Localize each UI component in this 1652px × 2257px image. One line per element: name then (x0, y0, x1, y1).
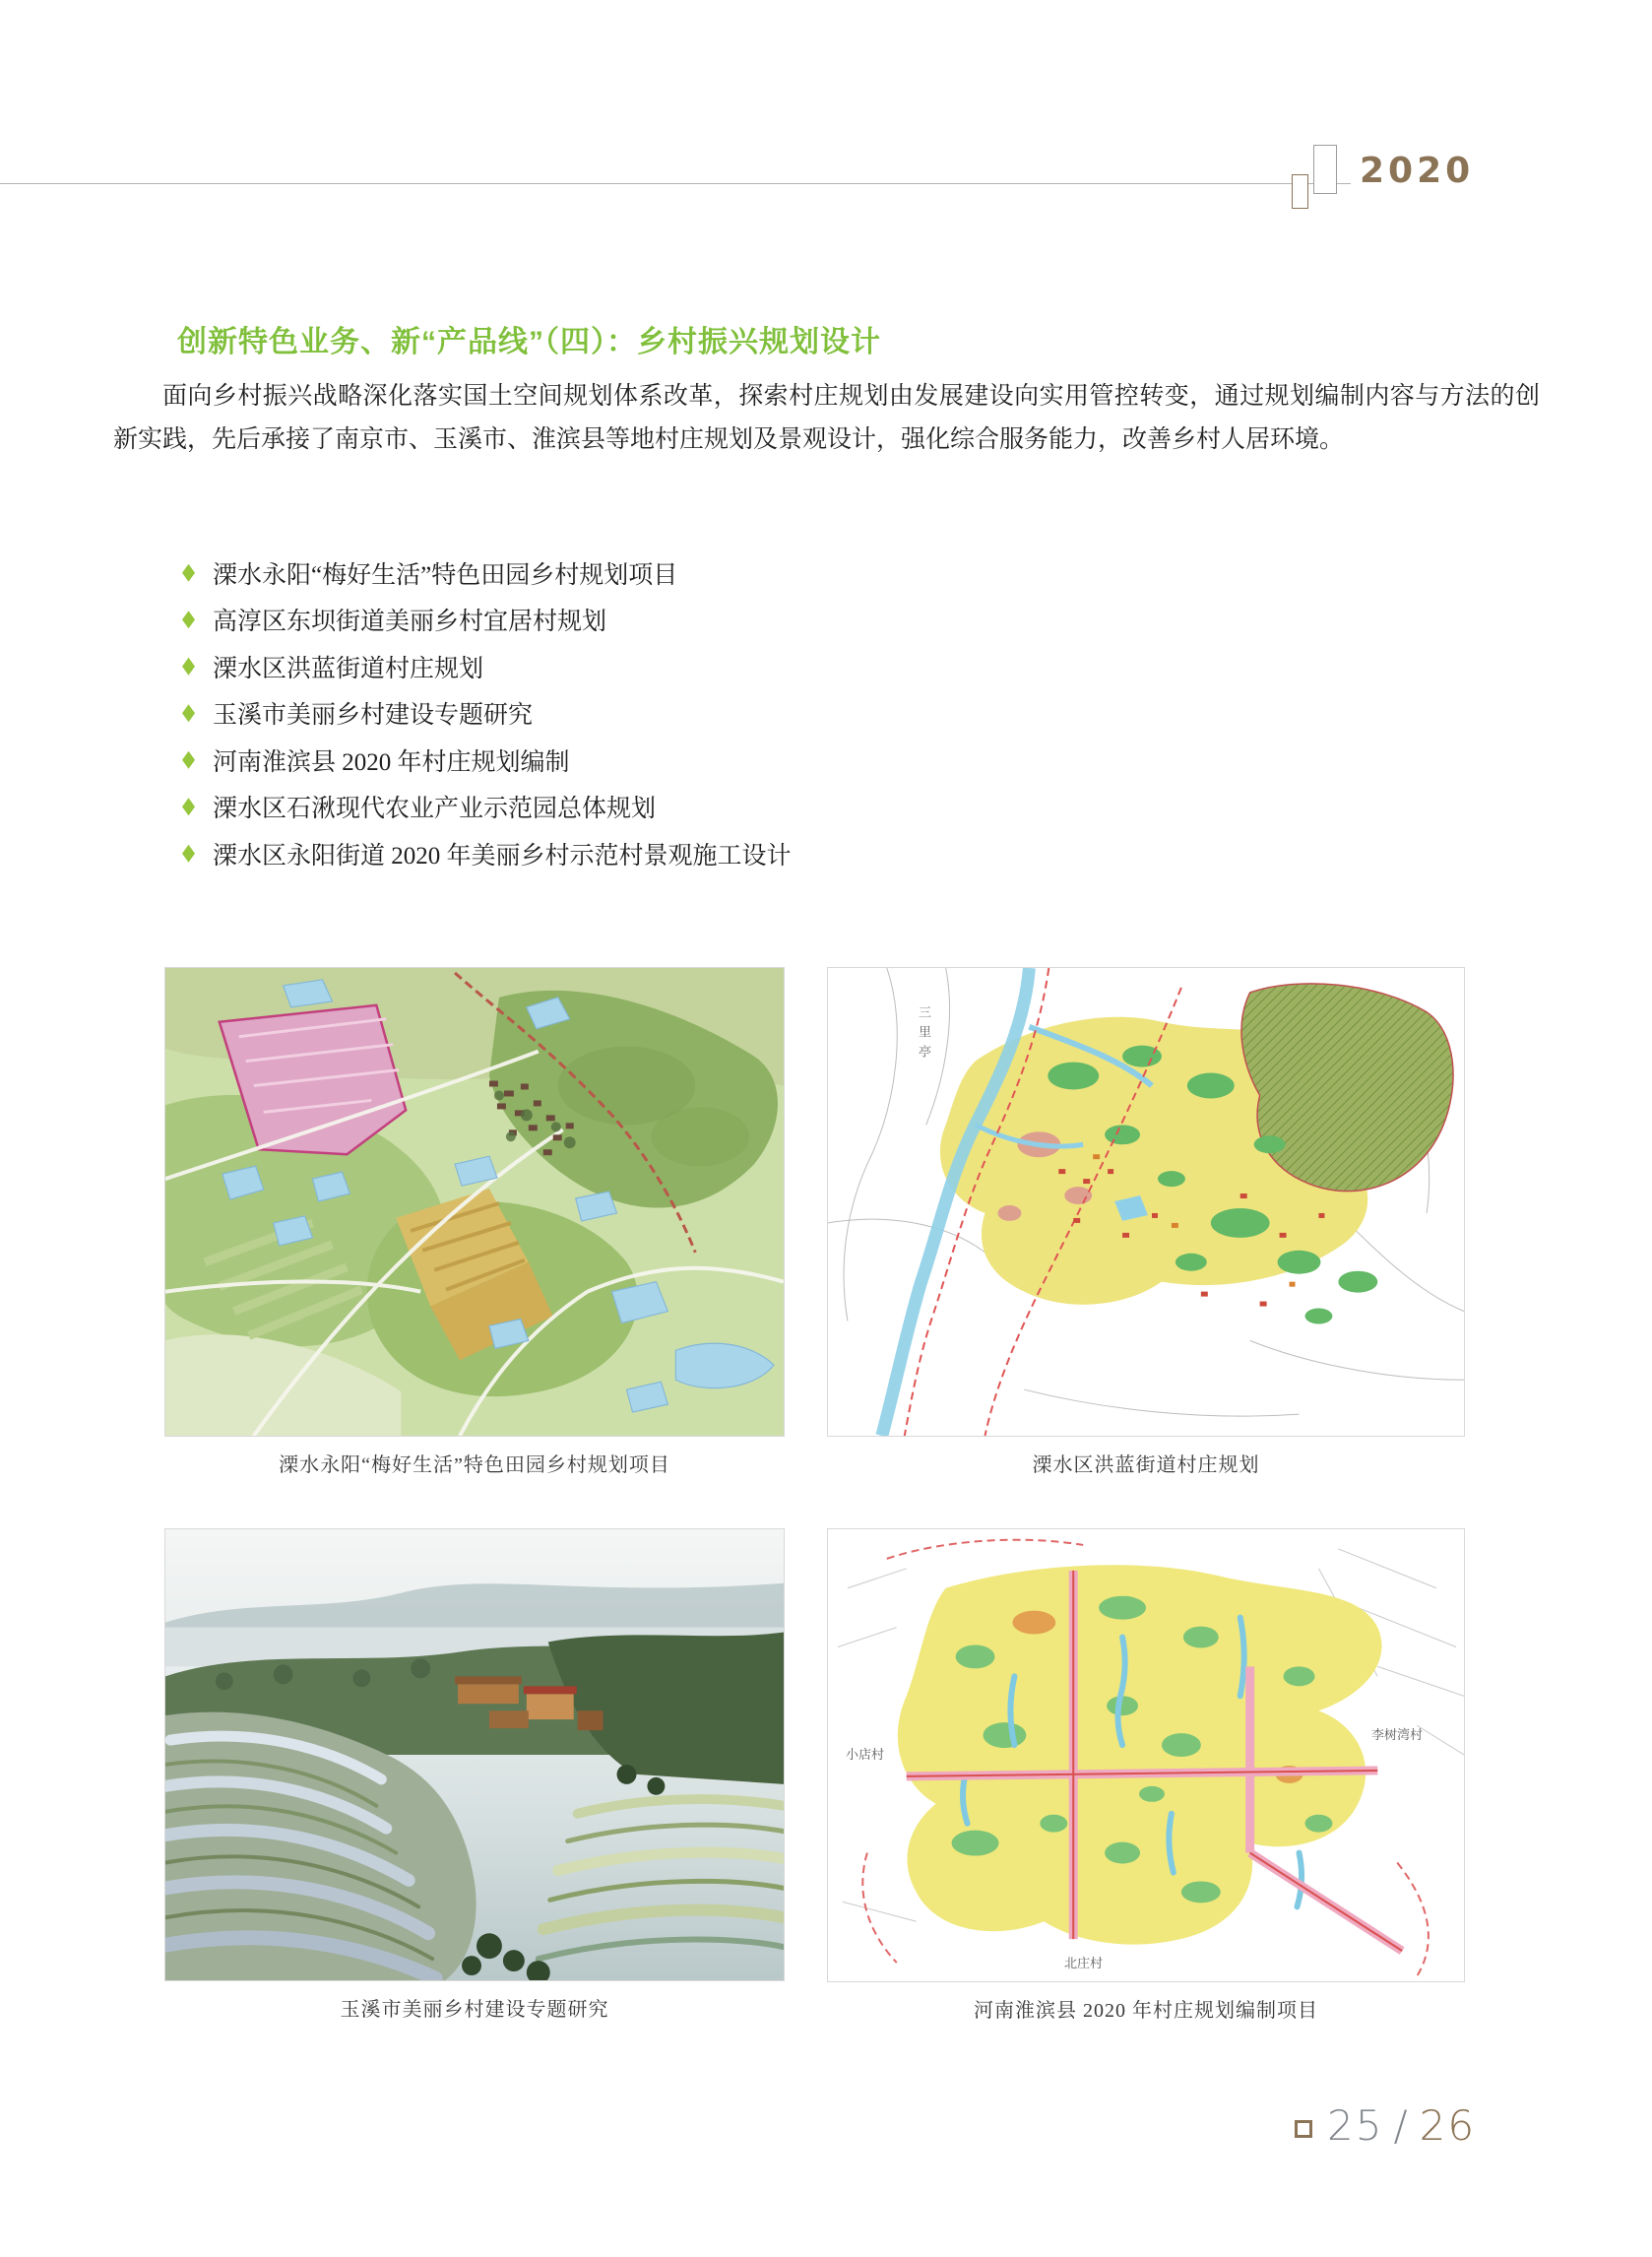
image-caption: 溧水区洪蓝街道村庄规划 (1032, 1454, 1260, 1476)
page-number (1327, 2101, 1476, 2150)
aerial-plan-illustration (165, 968, 784, 1436)
project-image-huaibin-map (827, 1528, 1465, 2022)
section-paragraph: 面向乡村振兴战略深化落实国土空间规划体系改革，探索村庄规划由发展建设向实用管控转变，通过规划编制内容与方法的创新实践，先后承接了南京市、玉溪市、淮滨县等地村庄规划及景观设计，强化综合服务能力，改善乡村人居环境。 (113, 383, 1540, 453)
diamond-bullet-icon (182, 845, 195, 863)
list-item-label: 溧水区石湫现代农业产业示范园总体规划 (213, 796, 657, 823)
diamond-bullet-icon (182, 658, 195, 676)
list-item (182, 690, 1462, 738)
terrace-photo-illustration (165, 1529, 784, 1980)
project-image-yuxi-photo (164, 1528, 785, 2021)
list-item-label: 溧水区永阳街道 2020 年美丽乡村示范村景观施工设计 (213, 842, 792, 870)
diamond-bullet-icon (182, 564, 195, 582)
year-logo: 2020 (1360, 151, 1475, 191)
section-heading: 创新特色业务、新“产品线”（四）：乡村振兴规划设计 (177, 326, 881, 358)
village-plan-illustration (828, 1529, 1464, 1981)
list-item (182, 784, 1462, 831)
diamond-bullet-icon (182, 704, 195, 722)
list-item-label: 溧水区洪蓝街道村庄规划 (213, 655, 484, 682)
image-caption: 玉溪市美丽乡村建设专题研究 (340, 1999, 609, 2021)
image-caption: 溧水永阳“梅好生活”特色田园乡村规划项目 (279, 1454, 670, 1476)
map-label: 李树湾村 (1371, 1727, 1424, 1742)
list-item (182, 737, 1462, 784)
list-item (182, 643, 1462, 690)
list-item-label: 溧水永阳“梅好生活”特色田园乡村规划项目 (213, 561, 678, 589)
logo-small-rect (1292, 174, 1308, 209)
page-separator: / (1393, 2101, 1410, 2150)
diamond-bullet-icon (182, 798, 195, 815)
list-item (182, 597, 1462, 644)
project-image-yongyang-plan (164, 967, 785, 1476)
list-item (182, 830, 1462, 877)
diamond-bullet-icon (182, 611, 195, 628)
list-item-label: 高淳区东坝街道美丽乡村宜居村规划 (213, 609, 607, 636)
map-label: 三里亭 (917, 1005, 931, 1064)
list-item-label: 河南淮滨县 2020 年村庄规划编制 (213, 748, 570, 776)
image-caption: 河南淮滨县 2020 年村庄规划编制项目 (974, 2000, 1318, 2022)
project-list (182, 549, 1462, 877)
page-footer (1295, 2101, 1476, 2150)
list-item (182, 549, 1462, 597)
page-total: 26 (1419, 2101, 1477, 2150)
map-label: 北庄村 (1064, 1956, 1104, 1970)
map-label: 小店村 (846, 1747, 885, 1762)
header-rule (0, 183, 1351, 184)
page-current: 25 (1327, 2101, 1384, 2150)
logo-large-rect (1313, 145, 1337, 194)
project-image-honglan-map (827, 967, 1465, 1476)
page-number-square-icon (1295, 2120, 1312, 2138)
diamond-bullet-icon (182, 751, 195, 769)
list-item-label: 玉溪市美丽乡村建设专题研究 (213, 702, 534, 730)
